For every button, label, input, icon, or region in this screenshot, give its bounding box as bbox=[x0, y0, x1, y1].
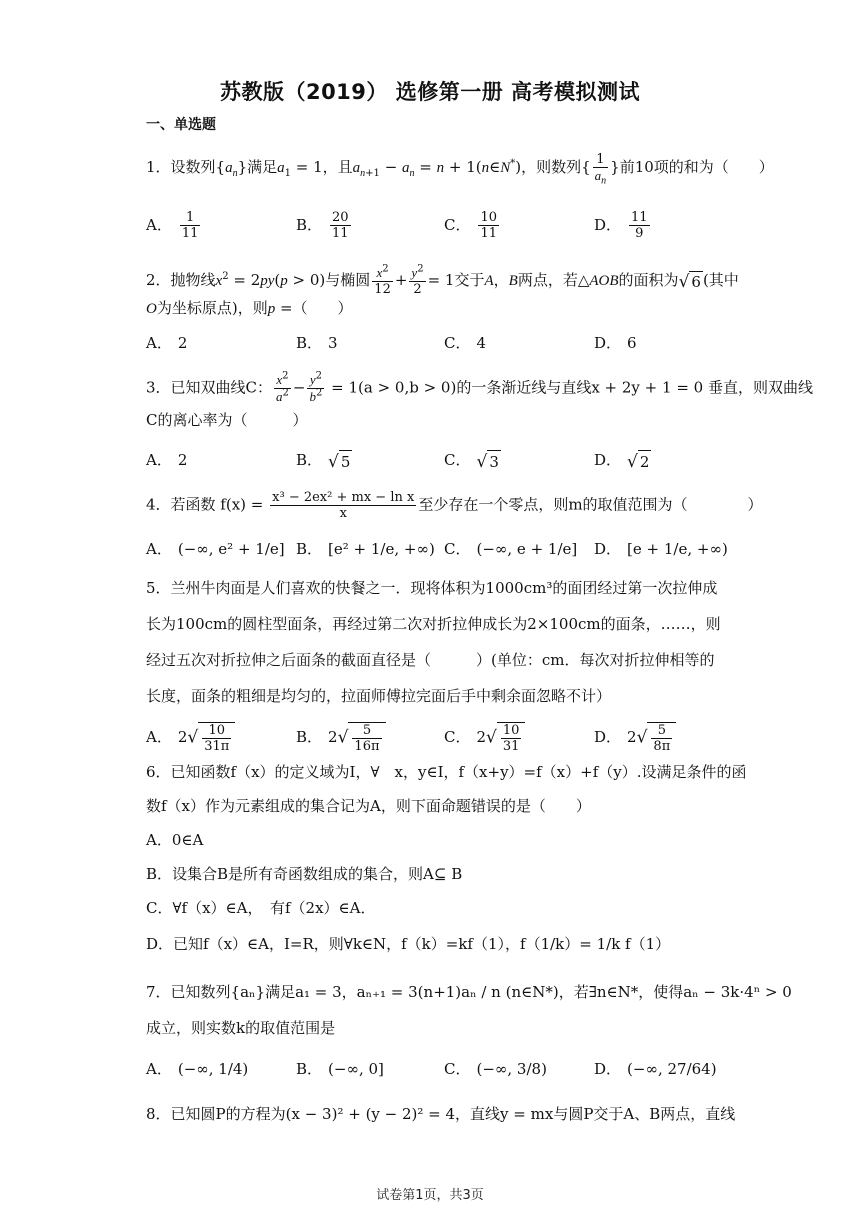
q1-option-a[interactable]: A． $\frac{1}{11}$ bbox=[146, 210, 199, 241]
q2-option-c[interactable]: C． 4 bbox=[444, 334, 487, 352]
q4-option-a[interactable]: A． (−∞, e² + 1/e] bbox=[146, 540, 285, 558]
page-footer: 试卷第1页，共3页 bbox=[376, 1188, 484, 1203]
q1-option-c[interactable]: C． $\frac{10}{11}$ bbox=[444, 210, 498, 241]
question-3-line2: C的离心率为（ ） bbox=[146, 411, 308, 429]
q4-option-b[interactable]: B． [e² + 1/e, +∞) bbox=[296, 540, 435, 558]
q2-option-d[interactable]: D． 6 bbox=[594, 334, 637, 352]
q2-options bbox=[146, 332, 736, 356]
section-heading: 一、单选题 bbox=[146, 117, 216, 133]
q6-option-a[interactable]: A．0∈A bbox=[146, 831, 204, 849]
q5-option-d[interactable]: D． 2√ $\frac{5}{8\pi}$ bbox=[594, 722, 676, 754]
question-5-line1: 5．兰州牛肉面是人们喜欢的快餐之一．现将体积为1000cm³的面团经过第一次拉伸成 bbox=[146, 579, 718, 597]
q7-options bbox=[146, 1058, 736, 1082]
question-1 bbox=[146, 152, 774, 187]
question-5-line3: 经过五次对折拉伸之后面条的截面直径是（ ）(单位：cm．每次对折拉伸相等的 bbox=[146, 651, 715, 669]
q6-option-d[interactable]: D．已知f（x）∈A，I=R，则∀k∈N，f（k）=kf（1），f（1/k）= 1/k f（1） bbox=[146, 935, 671, 953]
q3-option-b[interactable]: B． √ 5 bbox=[296, 451, 351, 472]
question-3: 3．已知双曲线C： $\frac{x^2}{a^2}$ − $\frac{y^2}{b^2}$ = 1(a > 0,b > 0)的一条渐近线与直线x + 2y + 1 = 0 垂直，则双曲线 bbox=[146, 370, 813, 404]
q1-text: 设数列$\{a_n\}$满足$a_1 = 1$，且$a_{n+1} - a_n = n$ + 1(n∈N*)，则数列{ $\frac{1}{a_n}$ }前10项的和为（ ） bbox=[170, 152, 774, 187]
question-7-line1: 7．已知数列{aₙ}满足a₁ = 3，aₙ₊₁ = 3(n+1)aₙ / n (n∈N*)，若∃n∈N*，使得aₙ − 3k·4ⁿ > 0 bbox=[146, 983, 792, 1001]
q7-option-b[interactable]: B． (−∞, 0] bbox=[296, 1060, 384, 1078]
question-2-line2: O为坐标原点)，则p =（ ） bbox=[146, 299, 353, 317]
q6-option-b[interactable]: B．设集合B是所有奇函数组成的集合，则A⊆ B bbox=[146, 865, 463, 883]
q5-option-c[interactable]: C． 2√ $\frac{10}{31}$ bbox=[444, 722, 525, 754]
q7-option-d[interactable]: D． (−∞, 27/64) bbox=[594, 1060, 717, 1078]
q2-option-b[interactable]: B． 3 bbox=[296, 334, 338, 352]
question-5-line4: 长度，面条的粗细是均匀的，拉面师傅拉完面后手中剩余面忽略不计） bbox=[146, 687, 612, 705]
question-8-line1: 8．已知圆P的方程为(x − 3)² + (y − 2)² = 4，直线y = mx与圆P交于A、B两点，直线 bbox=[146, 1105, 736, 1123]
q3-option-a[interactable]: A． 2 bbox=[146, 451, 188, 469]
question-7-line2: 成立，则实数k的取值范围是 bbox=[146, 1019, 336, 1037]
q3-options bbox=[146, 449, 736, 473]
question-6-line2: 数f（x）作为元素组成的集合记为A，则下面命题错误的是（ ） bbox=[146, 797, 591, 815]
q1-number: 1． bbox=[146, 158, 171, 176]
q1-options bbox=[146, 210, 736, 241]
q6-option-c[interactable]: C．∀f（x）∈A， 有f（2x）∈A． bbox=[146, 899, 376, 917]
q5-option-a[interactable]: A． 2√ $\frac{10}{31\pi}$ bbox=[146, 722, 235, 754]
question-5-line2: 长为100cm的圆柱型面条，再经过第二次对折拉伸成长为2×100cm的面条，……，则 bbox=[146, 615, 721, 633]
q4-options bbox=[146, 538, 736, 562]
question-4: 4．若函数 f(x) = $\frac{\text{x³ − 2ex² + mx − ln x}}{x}$ 至少存在一个零点，则m的取值范围为（ ） bbox=[146, 490, 763, 521]
page-title: 苏教版（2019） 选修第一册 高考模拟测试 bbox=[219, 80, 641, 104]
q7-option-c[interactable]: C． (−∞, 3/8) bbox=[444, 1060, 547, 1078]
q5-options bbox=[146, 722, 736, 754]
question-6-line1: 6．已知函数f（x）的定义域为I，∀ x，y∈I，f（x+y）=f（x）+f（y）.设满足条件的函 bbox=[146, 763, 747, 781]
q4-option-d[interactable]: D． [e + 1/e, +∞) bbox=[594, 540, 728, 558]
q5-option-b[interactable]: B． 2√ $\frac{5}{16\pi}$ bbox=[296, 722, 386, 754]
q3-option-c[interactable]: C． √ 3 bbox=[444, 451, 499, 472]
question-2: 2．抛物线$x^2 = 2py(p > 0)$与椭圆 $\frac{x^2}{12}$ + $\frac{y^2}{2}$ = 1交于A，B两点，若△AOB的面积为√ 6 (其中 bbox=[146, 263, 739, 297]
q1-option-d[interactable]: D． $\frac{11}{9}$ bbox=[594, 210, 648, 241]
q2-option-a[interactable]: A． 2 bbox=[146, 334, 188, 352]
q4-option-c[interactable]: C． (−∞, e + 1/e] bbox=[444, 540, 578, 558]
q7-option-a[interactable]: A． (−∞, 1/4) bbox=[146, 1060, 249, 1078]
q3-option-d[interactable]: D． √ 2 bbox=[594, 451, 650, 472]
q1-option-b[interactable]: B． $\frac{20}{11}$ bbox=[296, 210, 349, 241]
